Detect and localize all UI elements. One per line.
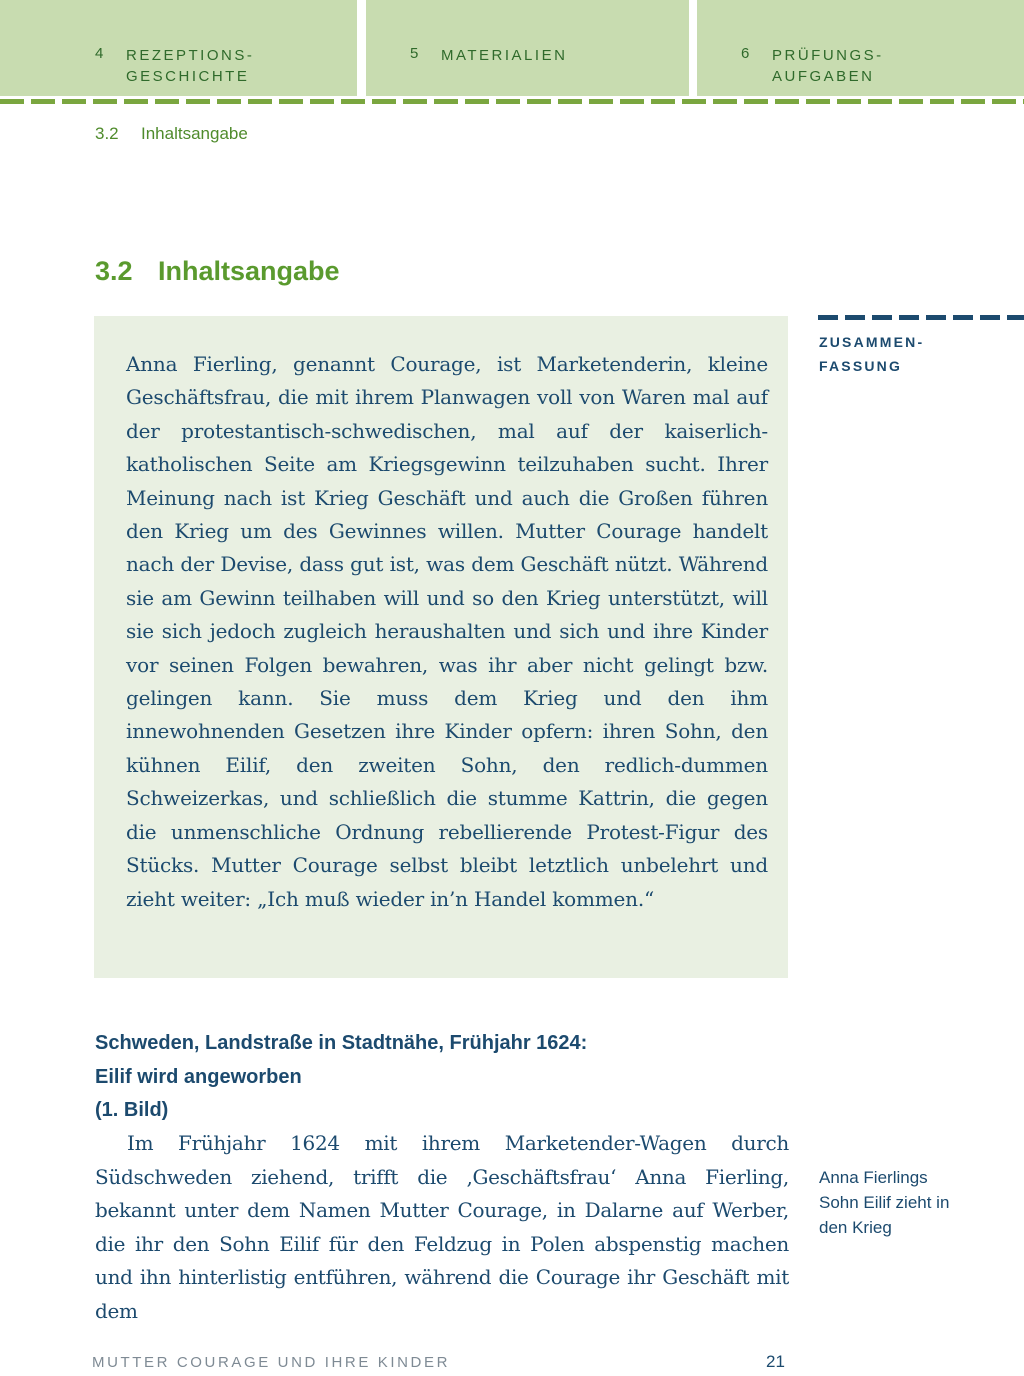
tab-rezeptionsgeschichte[interactable] <box>0 0 357 96</box>
tab-label: PRÜFUNGS- AUFGABEN <box>772 47 884 85</box>
summary-text: Anna Fierling, genannt Courage, ist Marketenderin, kleine Geschäftsfrau, die mit ihrem Planwagen voll von Waren mal auf der protestantisch-schwedischen, mal auf der kaiserlich-katholischen Seite am Kriegsgewinn teilzuhaben sucht. Ihrer Meinung nach ist Krieg Geschäft und auch die Großen führen den Krieg um des Gewinnes willen. Mutter Courage handelt nach der Devise, dass gut ist, was dem Geschäft nützt. Während sie am Gewinn teilhaben will und so den Krieg unterstützt, will sie sich jedoch zugleich heraushalten und sich und ihre Kinder vor seinen Folgen bewahren, was ihr aber nicht gelingt bzw. gelingen kann. Sie muss dem Krieg und den ihm innewohnenden Gesetzen ihre Kinder opfern: ihren Sohn, den kühnen Eilif, den zweiten Sohn, den redlich-dummen Schweizerkas, und schließlich die stumme Kattrin, die gegen die unmenschliche Ordnung rebellierende Protest-Figur des Stücks. Mutter Courage selbst bleibt letztlich unbelehrt und zieht weiter: „Ich muß wieder in’n Handel kommen.“ <box>126 352 768 911</box>
scene-body-text: Im Frühjahr 1624 mit ihrem Marketender-Wagen durch Südschweden ziehend, trifft die ‚Geschäftsfrau‘ Anna Fierling, bekannt unter dem Namen Mutter Courage, in Dalarne auf Werber, die ihr den Sohn Eilif für den Feldzug in Polen abspenstig machen und ihn hinterlistig entführen, während die Courage ihr Geschäft mit dem <box>95 1131 789 1323</box>
summary-box <box>94 316 788 978</box>
tab-number: 5 <box>410 45 420 62</box>
scene-heading-line: (1. Bild) <box>95 1099 169 1121</box>
tab-label: REZEPTIONS- GESCHICHTE <box>126 47 255 85</box>
tab-number: 6 <box>741 45 751 62</box>
header-dashed-rule <box>0 99 1024 104</box>
scene-heading-line: Eilif wird angeworben <box>95 1065 302 1088</box>
breadcrumb <box>95 124 248 144</box>
heading-title: Inhaltsangabe <box>158 256 340 286</box>
scene-heading <box>95 1027 587 1128</box>
summary-margin-label: ZUSAMMEN- FASSUNG <box>819 334 925 374</box>
tab-pruefungsaufgaben[interactable] <box>697 0 1024 96</box>
tab-materialien[interactable] <box>366 0 689 96</box>
breadcrumb-section: 3.2 <box>95 124 119 143</box>
page-number: 21 <box>766 1352 785 1371</box>
tab-label: MATERIALIEN <box>441 47 568 64</box>
breadcrumb-title: Inhaltsangabe <box>141 124 248 143</box>
tab-number: 4 <box>95 45 105 62</box>
margin-dashed-rule <box>818 315 1024 320</box>
footer-book-title: MUTTER COURAGE UND IHRE KINDER <box>92 1354 451 1371</box>
heading-section-number: 3.2 <box>95 256 133 286</box>
chapter-tabs <box>0 0 1024 96</box>
scene-margin-note: Anna Fierlings Sohn Eilif zieht in den Krieg <box>819 1168 950 1237</box>
page-title <box>95 256 340 287</box>
scene-heading-line: Schweden, Landstraße in Stadtnähe, Frühjahr 1624: <box>95 1032 588 1054</box>
